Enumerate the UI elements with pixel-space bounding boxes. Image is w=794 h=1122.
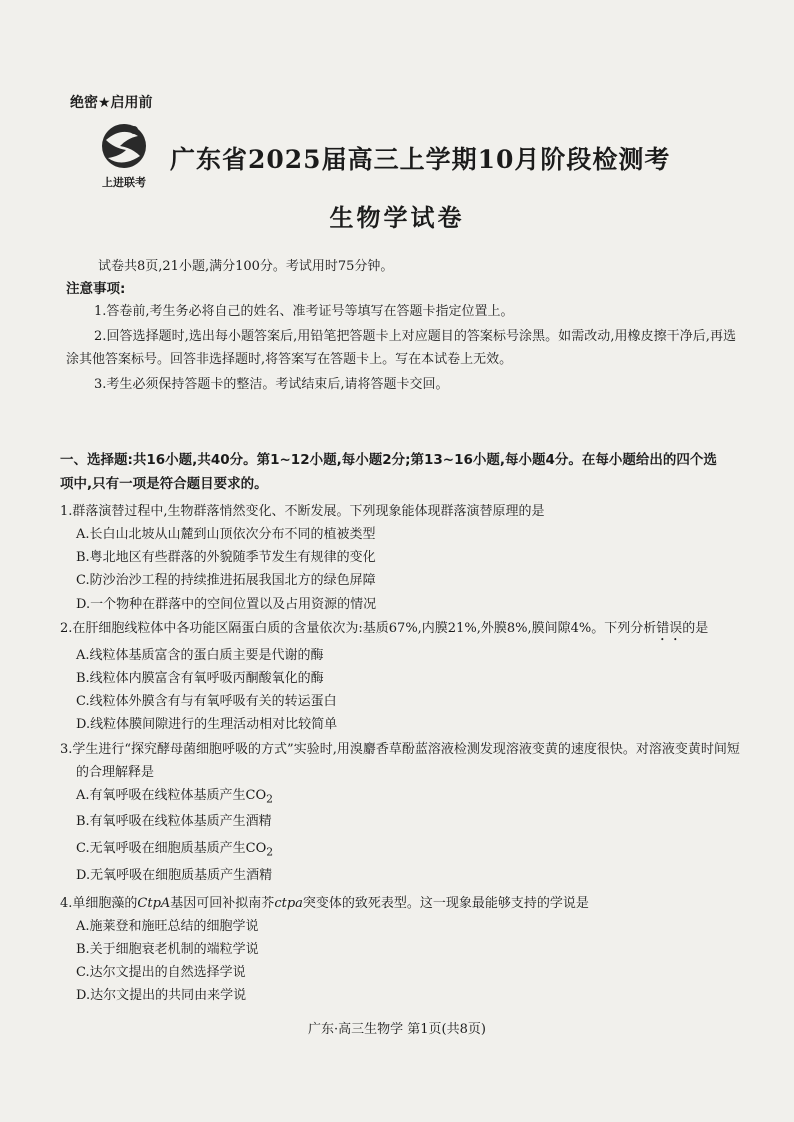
option: A.线粒体基质富含的蛋白质主要是代谢的酶 — [76, 647, 324, 663]
option-text: B.有氧呼吸在线粒体基质产生酒精 — [76, 814, 272, 830]
secret-label: 绝密★启用前 — [70, 95, 153, 111]
option: A.长白山北坡从山麓到山顶依次分布不同的植被类型 — [76, 527, 376, 542]
option: C.防沙治沙工程的持续推进拓展我国北方的绿色屏障 — [76, 573, 376, 589]
notice-list — [66, 300, 736, 398]
option — [60, 837, 740, 864]
option-text: A.有氧呼吸在线粒体基质产生CO — [76, 787, 267, 803]
subscript: 2 — [266, 845, 274, 859]
exam-subtitle: 生物学试卷 — [329, 204, 465, 232]
question-stem: 3.学生进行“探究酵母菌细胞呼吸的方式”实验时,用溴麝香草酚蓝溶液检测发现溶液变黄的速度很快。对溶液变黄时间短的合理解释是 — [60, 741, 740, 780]
option: C.达尔文提出的自然选择学说 — [76, 965, 246, 981]
question-stem: 1.群落演替过程中,生物群落悄然变化、不断发展。下列现象能体现群落演替原理的是 — [60, 504, 545, 519]
notice-heading: 注意事项: — [66, 281, 126, 297]
option-text: D.无氧呼吸在细胞质基质产生酒精 — [76, 868, 273, 884]
option: C.线粒体外膜含有与有氧呼吸有关的转运蛋白 — [76, 694, 337, 710]
gene-name: ctpa — [274, 895, 303, 911]
option — [60, 810, 740, 837]
question-4 — [60, 892, 740, 1008]
emphasis-text: 错误 — [656, 620, 683, 636]
option: B.线粒体内膜富含有氧呼吸丙酮酸氧化的酶 — [76, 671, 324, 687]
stem-text: 的是 — [682, 620, 709, 636]
option: D.达尔文提出的共同由来学说 — [76, 988, 247, 1004]
option: B.粤北地区有些群落的外貌随季节发生有规律的变化 — [76, 550, 376, 566]
logo-emblem-icon — [92, 118, 156, 174]
section-heading: 一、选择题:共16小题,共40分。第1~12小题,每小题2分;第13~16小题,每小题4分。在每小题给出的四个选项中,只有一项是符合题目要求的。 — [60, 452, 717, 492]
logo-text: 上进联考 — [102, 176, 146, 189]
question-2 — [60, 617, 740, 737]
question-list — [60, 500, 740, 1009]
option: D.线粒体膜间隙进行的生理活动相对比较简单 — [76, 717, 338, 733]
exam-title: 广东省2025届高三上学期10月阶段检测考 — [170, 145, 671, 174]
option: B.关于细胞衰老机制的端粒学说 — [76, 942, 259, 958]
subscript: 2 — [266, 792, 274, 806]
option — [60, 864, 740, 891]
stem-text: 基因可回补拟南芥 — [170, 895, 275, 911]
notice-item: 3.考生必须保持答题卡的整洁。考试结束后,请将答题卡交回。 — [94, 377, 449, 392]
notice-item: 1.答卷前,考生务必将自己的姓名、准考证号等填写在答题卡指定位置上。 — [94, 304, 514, 319]
notice-item: 2.回答选择题时,选出每小题答案后,用铅笔把答题卡上对应题目的答案标号涂黑。如需改动,用橡皮擦干净后,再选涂其他答案标号。回答非选择题时,将答案写在答题卡上。写在本试卷上无效。 — [66, 329, 736, 367]
page-footer: 广东·高三生物学 第1页(共8页) — [308, 1022, 486, 1037]
option: A.施莱登和施旺总结的细胞学说 — [76, 918, 259, 934]
stem-text: 2.在肝细胞线粒体中各功能区隔蛋白质的含量依次为:基质67%,内膜21%,外膜8%,膜间隙4%。下列分析 — [60, 620, 657, 636]
option — [60, 784, 740, 811]
exam-info: 试卷共8页,21小题,满分100分。考试用时75分钟。 — [98, 259, 394, 274]
question-stem — [60, 617, 740, 644]
question-3 — [60, 738, 740, 891]
gene-name: CtpA — [137, 895, 171, 911]
question-1 — [60, 500, 740, 616]
stem-text: 4.单细胞藻的 — [60, 895, 138, 911]
option: D.一个物种在群落中的空间位置以及占用资源的情况 — [76, 596, 377, 612]
question-stem — [60, 892, 740, 915]
option-text: C.无氧呼吸在细胞质基质产生CO — [76, 841, 267, 857]
stem-text: 突变体的致死表型。这一现象最能够支持的学说是 — [302, 895, 589, 911]
exam-logo — [92, 118, 156, 190]
